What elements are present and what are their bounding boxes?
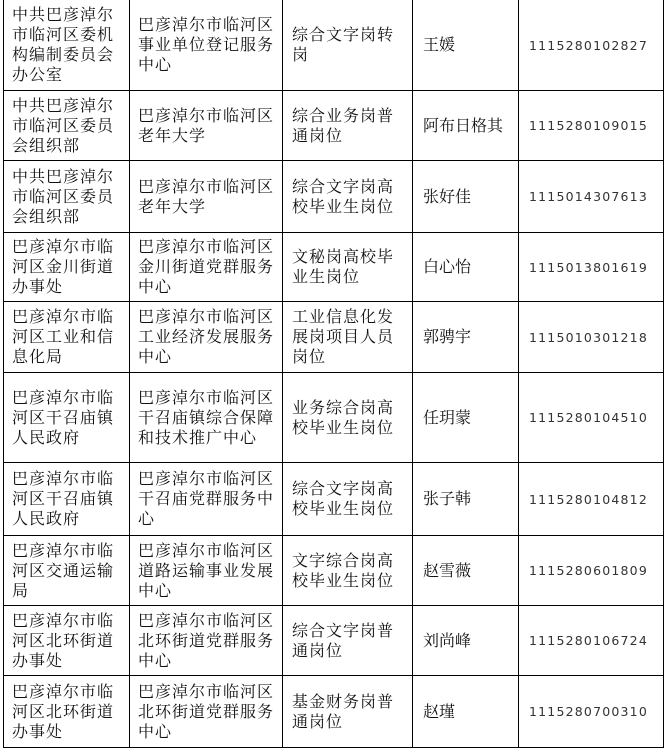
ticket-number-cell: 1115280102827 [519,0,664,91]
post-cell: 综合文字岗普通岗位 [283,606,413,676]
post-cell: 综合文字岗高校毕业生岗位 [283,161,413,233]
table-row [4,161,664,233]
name-cell: 任玥蒙 [413,373,519,463]
org-cell: 巴彦淖尔市临河区北环街道办事处 [4,606,130,676]
results-table-container [3,0,663,748]
post-cell: 文字综合岗高校毕业生岗位 [283,536,413,606]
org-cell: 中共巴彦淖尔市临河区委员会组织部 [4,91,130,161]
unit-cell: 巴彦淖尔市临河区干召庙镇综合保障和技术推广中心 [130,373,283,463]
table-row [4,606,664,676]
ticket-number-cell: 1115280700310 [519,676,664,748]
post-cell: 基金财务岗普通岗位 [283,676,413,748]
org-cell: 巴彦淖尔市临河区干召庙镇人民政府 [4,463,130,536]
unit-cell: 巴彦淖尔市临河区干召庙党群服务中心 [130,463,283,536]
table-row [4,373,664,463]
unit-cell: 巴彦淖尔市临河区老年大学 [130,91,283,161]
table-row [4,302,664,373]
name-cell: 郭骋宇 [413,302,519,373]
post-cell: 文秘岗高校毕业生岗位 [283,233,413,302]
unit-cell: 巴彦淖尔市临河区事业单位登记服务中心 [130,0,283,91]
ticket-number-cell: 1115014307613 [519,161,664,233]
table-row [4,91,664,161]
name-cell: 赵雪薇 [413,536,519,606]
ticket-number-cell: 1115280601809 [519,536,664,606]
name-cell: 白心怡 [413,233,519,302]
name-cell: 张好佳 [413,161,519,233]
org-cell: 巴彦淖尔市临河区工业和信息化局 [4,302,130,373]
ticket-number-cell: 1115280106724 [519,606,664,676]
results-table [3,0,664,748]
org-cell: 中共巴彦淖尔市临河区委员会组织部 [4,161,130,233]
unit-cell: 巴彦淖尔市临河区老年大学 [130,161,283,233]
post-cell: 综合文字岗转岗 [283,0,413,91]
post-cell: 工业信息化发展岗项目人员岗位 [283,302,413,373]
name-cell: 赵瑾 [413,676,519,748]
unit-cell: 巴彦淖尔市临河区道路运输事业发展中心 [130,536,283,606]
post-cell: 综合业务岗普通岗位 [283,91,413,161]
table-row [4,536,664,606]
ticket-number-cell: 1115280104812 [519,463,664,536]
post-cell: 综合文字岗高校毕业生岗位 [283,463,413,536]
name-cell: 张子韩 [413,463,519,536]
org-cell: 巴彦淖尔市临河区干召庙镇人民政府 [4,373,130,463]
table-row [4,0,664,91]
post-cell: 业务综合岗高校毕业生岗位 [283,373,413,463]
name-cell: 王媛 [413,0,519,91]
table-row [4,463,664,536]
org-cell: 巴彦淖尔市临河区交通运输局 [4,536,130,606]
org-cell: 巴彦淖尔市临河区北环街道办事处 [4,676,130,748]
table-row [4,676,664,748]
ticket-number-cell: 1115280104510 [519,373,664,463]
unit-cell: 巴彦淖尔市临河区工业经济发展服务中心 [130,302,283,373]
unit-cell: 巴彦淖尔市临河区北环街道党群服务中心 [130,606,283,676]
table-row [4,233,664,302]
ticket-number-cell: 1115013801619 [519,233,664,302]
name-cell: 刘尚峰 [413,606,519,676]
unit-cell: 巴彦淖尔市临河区金川街道党群服务中心 [130,233,283,302]
org-cell: 中共巴彦淖尔市临河区委机构编制委员会办公室 [4,0,130,91]
name-cell: 阿布日格其 [413,91,519,161]
ticket-number-cell: 1115280109015 [519,91,664,161]
ticket-number-cell: 1115010301218 [519,302,664,373]
org-cell: 巴彦淖尔市临河区金川街道办事处 [4,233,130,302]
unit-cell: 巴彦淖尔市临河区北环街道党群服务中心 [130,676,283,748]
